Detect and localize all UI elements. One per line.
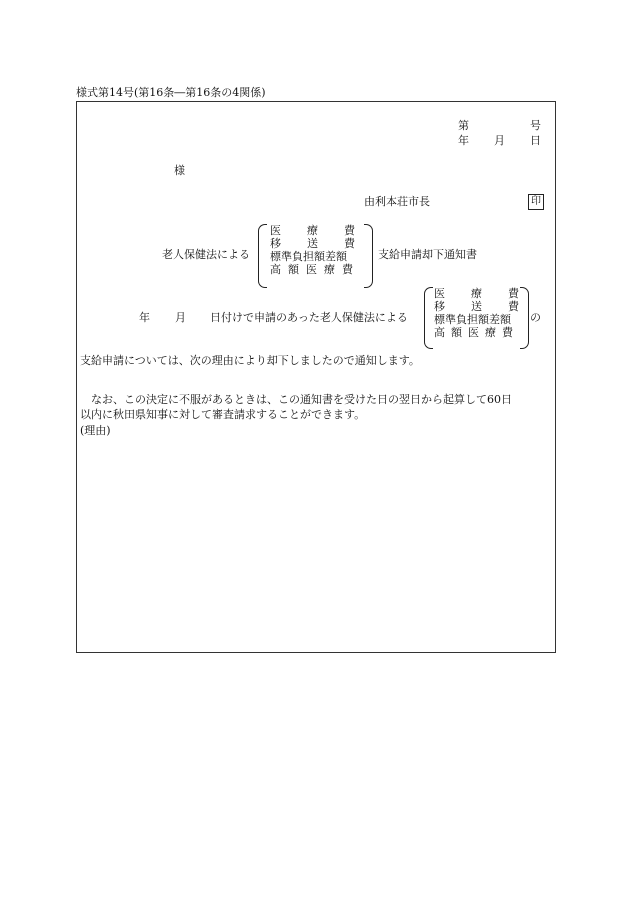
dateline-item: 標準負担額差額 (434, 313, 511, 326)
title-item: 移送費 (270, 237, 381, 250)
dateline-item-list (434, 287, 545, 339)
dateline-item: 移送費 (434, 300, 545, 313)
issuer-name: 由利本荘市長 (364, 195, 430, 208)
title-item: 医療費 (270, 224, 381, 237)
title-bracket-left (258, 224, 267, 288)
date-year: 年 (458, 134, 469, 147)
form-frame (76, 101, 556, 653)
notice-line-2: 以内に秋田県知事に対して審査請求することができます。 (80, 408, 366, 421)
title-item: 高額医療費 (270, 263, 360, 276)
number-prefix: 第 (458, 119, 469, 132)
dateline-year: 年 (139, 311, 150, 324)
title-item: 標準負担額差額 (270, 250, 347, 263)
reason-label: (理由) (80, 424, 111, 437)
date-day: 日 (530, 134, 541, 147)
dateline-bracket-left (424, 287, 433, 349)
dateline-text: 日付けで申請のあった老人保健法による (210, 311, 408, 324)
seal-mark: 印 (528, 194, 544, 210)
dateline-bracket-right (520, 287, 529, 349)
title-bracket-right (364, 224, 373, 288)
dateline-item: 高額医療費 (434, 326, 519, 339)
notice-line-1: なお、この決定に不服があるときは、この通知書を受けた日の翌日から起算して60日 (91, 393, 512, 406)
title-suffix: 支給申請却下通知書 (378, 248, 477, 261)
body-line-1: 支給申請については、次の理由により却下しましたので通知します。 (80, 354, 420, 367)
dateline-item: 医療費 (434, 287, 545, 300)
title-prefix: 老人保健法による (162, 248, 250, 261)
dateline-month: 月 (175, 311, 186, 324)
date-month: 月 (494, 134, 505, 147)
dateline-suffix: の (530, 311, 541, 324)
number-suffix: 号 (530, 119, 541, 132)
addressee-suffix: 様 (174, 164, 185, 177)
form-label: 様式第14号(第16条―第16条の4関係) (76, 86, 266, 99)
title-item-list (270, 224, 381, 276)
